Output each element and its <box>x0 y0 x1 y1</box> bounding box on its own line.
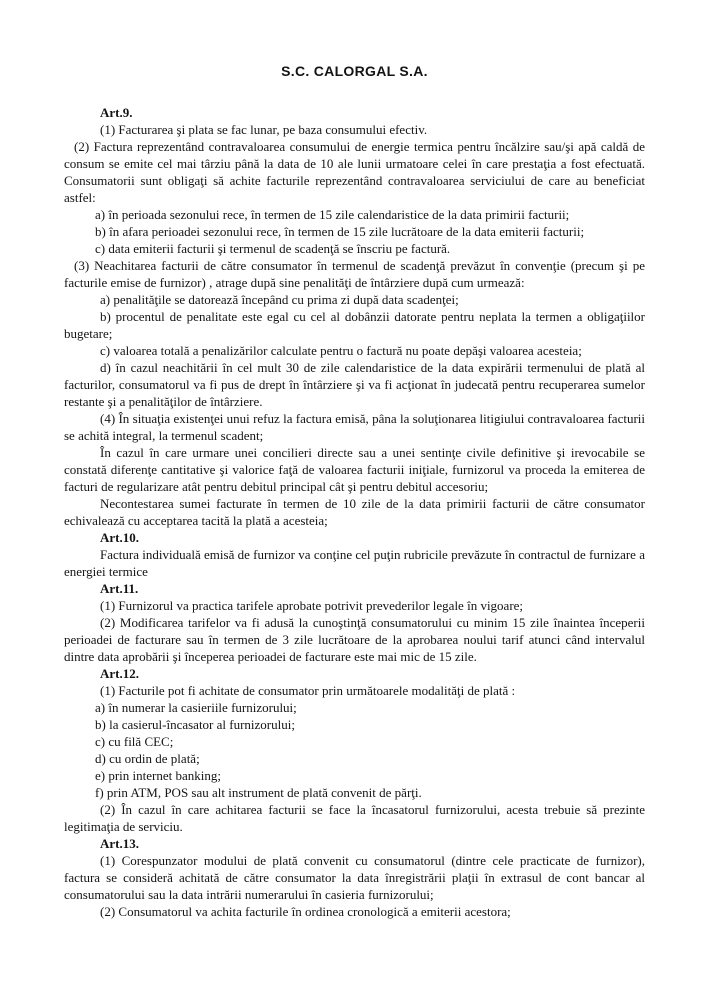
article-10-heading: Art.10. <box>100 530 139 545</box>
article-11-heading: Art.11. <box>100 581 139 596</box>
art10-p1: Factura individuală emisă de furnizor va conţine cel puţin rubricile prevăzute în contractul de furnizare a energiei termice <box>64 547 645 579</box>
art9-p4: (4) În situaţia existenţei unui refuz la factura emisă, pâna la soluţionarea litigiului contravaloarea facturii se achită integral, la termenul scadent; <box>64 411 645 443</box>
article-11 <box>64 580 645 665</box>
art9-p2-item-b: b) în afara perioadei sezonului rece, în termen de 15 zile lucrătoare de la data emiterii facturii; <box>95 224 585 239</box>
art12-p2: (2) În cazul în care achitarea facturii se face la încasatorul furnizorului, acesta trebuie să prezinte legitimaţia de serviciu. <box>64 802 645 834</box>
art9-p3-item-b: b) procentul de penalitate este egal cu cel al dobânzii datorate pentru neplata la termen a obligaţiilor bugetare; <box>64 309 645 341</box>
art9-p1: (1) Facturarea şi plata se fac lunar, pe baza consumului efectiv. <box>100 122 428 137</box>
art11-p1: (1) Furnizorul va practica tarifele aprobate potrivit prevederilor legale în vigoare; <box>100 598 524 613</box>
art13-p1: (1) Corespunzator modului de plată convenit cu consumatorul (dintre cele practicate de furnizor), factura se consideră achitată de către consumator la data înregistrării plaţii în extrasul de cont bancar al consumatorului sau la data intrării numerarului în casieria furnizorului; <box>64 853 645 902</box>
article-12-heading: Art.12. <box>100 666 139 681</box>
art13-p2: (2) Consumatorul va achita facturile în ordinea cronologică a emiterii acestora; <box>100 904 511 919</box>
company-title: S.C. CALORGAL S.A. <box>281 63 428 79</box>
art11-p2: (2) Modificarea tarifelor va fi adusă la cunoştinţă consumatorului cu minim 15 zile înaintea începerii perioadei de facturare sau în termen de 3 zile lucrătoare de la aprobarea noului tarif atunci când intervalul dintre data aprobării şi începerea perioadei de facturare este mai mic de 15 zile. <box>64 615 645 664</box>
article-13-heading: Art.13. <box>100 836 139 851</box>
article-13 <box>64 835 645 920</box>
art9-p5: În cazul în care urmare unei concilieri directe sau a unei sentinţe civile definitive şi irevocabile se constată diferenţe cantitative şi valorice faţă de valoarea facturii iniţiale, furnizorul va proceda la emiterea de facturi de regularizare atât pentru debitul principal cât şi pentru debitul accesoriu; <box>64 445 645 494</box>
article-12 <box>64 665 645 835</box>
art9-p2-item-a: a) în perioada sezonului rece, în termen de 15 zile calendaristice de la data primirii facturii; <box>95 207 570 222</box>
art12-item-d: d) cu ordin de plată; <box>95 751 200 766</box>
article-9 <box>64 104 645 529</box>
art12-item-c: c) cu filă CEC; <box>95 734 174 749</box>
article-10 <box>64 529 645 580</box>
art9-p3-item-c: c) valoarea totală a penalizărilor calculate pentru o factură nu poate depăşi valoarea acesteia; <box>100 343 582 358</box>
art9-p6: Necontestarea sumei facturate în termen de 10 zile de la data primirii facturii de către consumator echivalează cu acceptarea tacită la plată a acesteia; <box>64 496 645 528</box>
art9-p2-item-c: c) data emiterii facturii şi termenul de scadenţă se înscriu pe factură. <box>95 241 451 256</box>
art9-p3: (3) Neachitarea facturii de către consumator în termenul de scadenţă prevăzut în convenţie (precum şi pe facturile emise de furnizor) , atrage după sine penalităţi de întârziere după cum urmează: <box>64 258 645 290</box>
art9-p3-item-a: a) penalităţile se datorează începând cu prima zi după data scadenţei; <box>100 292 459 307</box>
article-9-heading: Art.9. <box>100 105 133 120</box>
art9-p2: (2) Factura reprezentând contravaloarea consumului de energie termica pentru încălzire sau/şi apă caldă de consum se emite cel mai târziu până la data de 10 ale lunii urmatoare celei în care prestaţia a fost efectuată. Consumatorii sunt obligaţi să achite facturile reprezentând contravaloarea serviciului de care au beneficiat astfel: <box>64 139 645 205</box>
art9-p3-item-d: d) în cazul neachitării în cel mult 30 de zile calendaristice de la data expirării termenului de plată al facturilor, consumatorul va fi pus de drept în întârziere şi va fi acţionat în judecată pentru recuperarea sumelor restante şi a penalităţilor de întârziere. <box>64 360 645 409</box>
art12-item-a: a) în numerar la casieriile furnizorului; <box>95 700 297 715</box>
art12-item-e: e) prin internet banking; <box>95 768 221 783</box>
art12-p1: (1) Facturile pot fi achitate de consumator prin următoarele modalităţi de plată : <box>100 683 516 698</box>
art12-item-f: f) prin ATM, POS sau alt instrument de plată convenit de părţi. <box>95 785 422 800</box>
art12-item-b: b) la casierul-încasator al furnizorului; <box>95 717 295 732</box>
